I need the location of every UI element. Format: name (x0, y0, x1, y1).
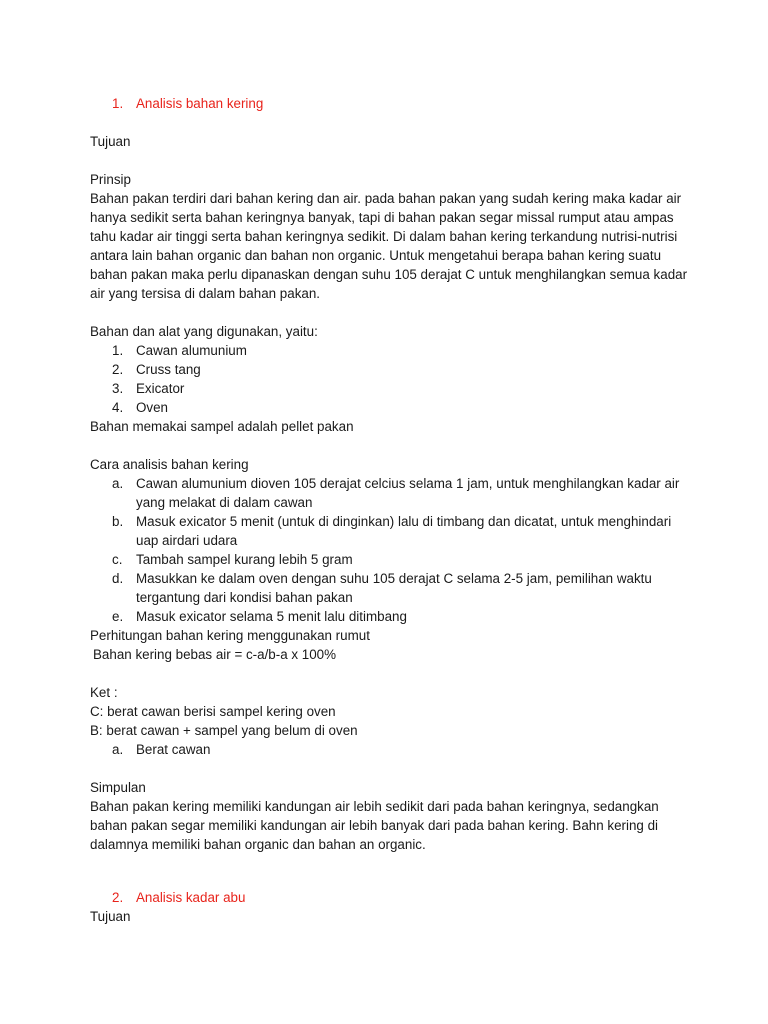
list-item (90, 341, 690, 360)
list-marker: 4. (112, 400, 124, 415)
list-text: Oven (136, 400, 169, 415)
cara-label: Cara analisis bahan kering (90, 457, 249, 472)
list-text: Tambah sampel kurang lebih 5 gram (136, 552, 353, 567)
tujuan-label: Tujuan (90, 134, 131, 149)
ket-label: Ket : (90, 685, 118, 700)
list-item (90, 474, 690, 512)
list-item (90, 607, 690, 626)
list-marker: a. (112, 742, 124, 757)
simpulan-paragraph: Bahan pakan kering memiliki kandungan air lebih sedikit dari pada bahan keringnya, sedangkan bahan pakan segar memiliki kandungan air lebih banyak dari pada bahan kering. Bahn kering di dalamnya memiliki bahan organic dan bahan an organic. (90, 799, 659, 852)
ket-list (90, 740, 690, 759)
formula: Bahan kering bebas air = c-a/b-a x 100% (93, 647, 337, 662)
ket-c: C: berat cawan berisi sampel kering oven (90, 704, 336, 719)
bahan-intro: Bahan dan alat yang digunakan, yaitu: (90, 324, 318, 339)
section-heading-2 (90, 888, 690, 907)
list-item (90, 379, 690, 398)
list-item (90, 550, 690, 569)
tujuan-label: Tujuan (90, 909, 131, 924)
perhitungan-label: Perhitungan bahan kering menggunakan rumut (90, 628, 370, 643)
prinsip-label: Prinsip (90, 172, 131, 187)
list-marker: d. (112, 571, 124, 586)
cara-list (90, 474, 690, 626)
list-item (90, 569, 690, 607)
list-text: Masuk exicator selama 5 menit lalu ditimbang (136, 609, 407, 624)
simpulan-label: Simpulan (90, 780, 146, 795)
list-marker: c. (112, 552, 123, 567)
prinsip-paragraph: Bahan pakan terdiri dari bahan kering dan air. pada bahan pakan yang sudah kering maka kadar air hanya sedikit serta bahan keringnya banyak, tapi di bahan pakan segar missal rumput atau ampas tahu kadar air tinggi serta bahan keringnya sedikit. Di dalam bahan kering terkandung nutrisi-nutrisi antara lain bahan organic dan bahan non organic. Untuk mengetahui berapa bahan kering suatu bahan pakan maka perlu dipanaskan dengan suhu 105 derajat C untuk menghilangkan semua kadar air yang tersisa di dalam bahan pakan. (90, 191, 688, 301)
ket-b: B: berat cawan + sampel yang belum di oven (90, 723, 358, 738)
list-marker: e. (112, 609, 124, 624)
list-item (90, 740, 690, 759)
bahan-note: Bahan memakai sampel adalah pellet pakan (90, 419, 354, 434)
list-marker: 3. (112, 381, 124, 396)
list-text: Exicator (136, 381, 185, 396)
section-title: Analisis kadar abu (136, 890, 246, 905)
list-text: Masuk exicator 5 menit (untuk di dinginkan) lalu di timbang dan dicatat, untuk menghindari uap airdari udara (136, 514, 672, 548)
section-number: 1. (112, 96, 124, 111)
section-title: Analisis bahan kering (136, 96, 264, 111)
list-text: Cruss tang (136, 362, 201, 377)
list-marker: b. (112, 514, 124, 529)
list-text: Cawan alumunium dioven 105 derajat celcius selama 1 jam, untuk menghilangkan kadar air yang melakat di dalam cawan (136, 476, 680, 510)
list-item (90, 360, 690, 379)
list-text: Berat cawan (136, 742, 211, 757)
list-text: Cawan alumunium (136, 343, 247, 358)
list-marker: 1. (112, 343, 124, 358)
list-text: Masukkan ke dalam oven dengan suhu 105 derajat C selama 2-5 jam, pemilihan waktu tergantung dari kondisi bahan pakan (136, 571, 652, 605)
list-item (90, 512, 690, 550)
list-item (90, 398, 690, 417)
list-marker: 2. (112, 362, 124, 377)
bahan-list (90, 341, 690, 417)
section-heading-1 (90, 94, 690, 113)
page-content (90, 94, 690, 926)
list-marker: a. (112, 476, 124, 491)
section-number: 2. (112, 890, 124, 905)
